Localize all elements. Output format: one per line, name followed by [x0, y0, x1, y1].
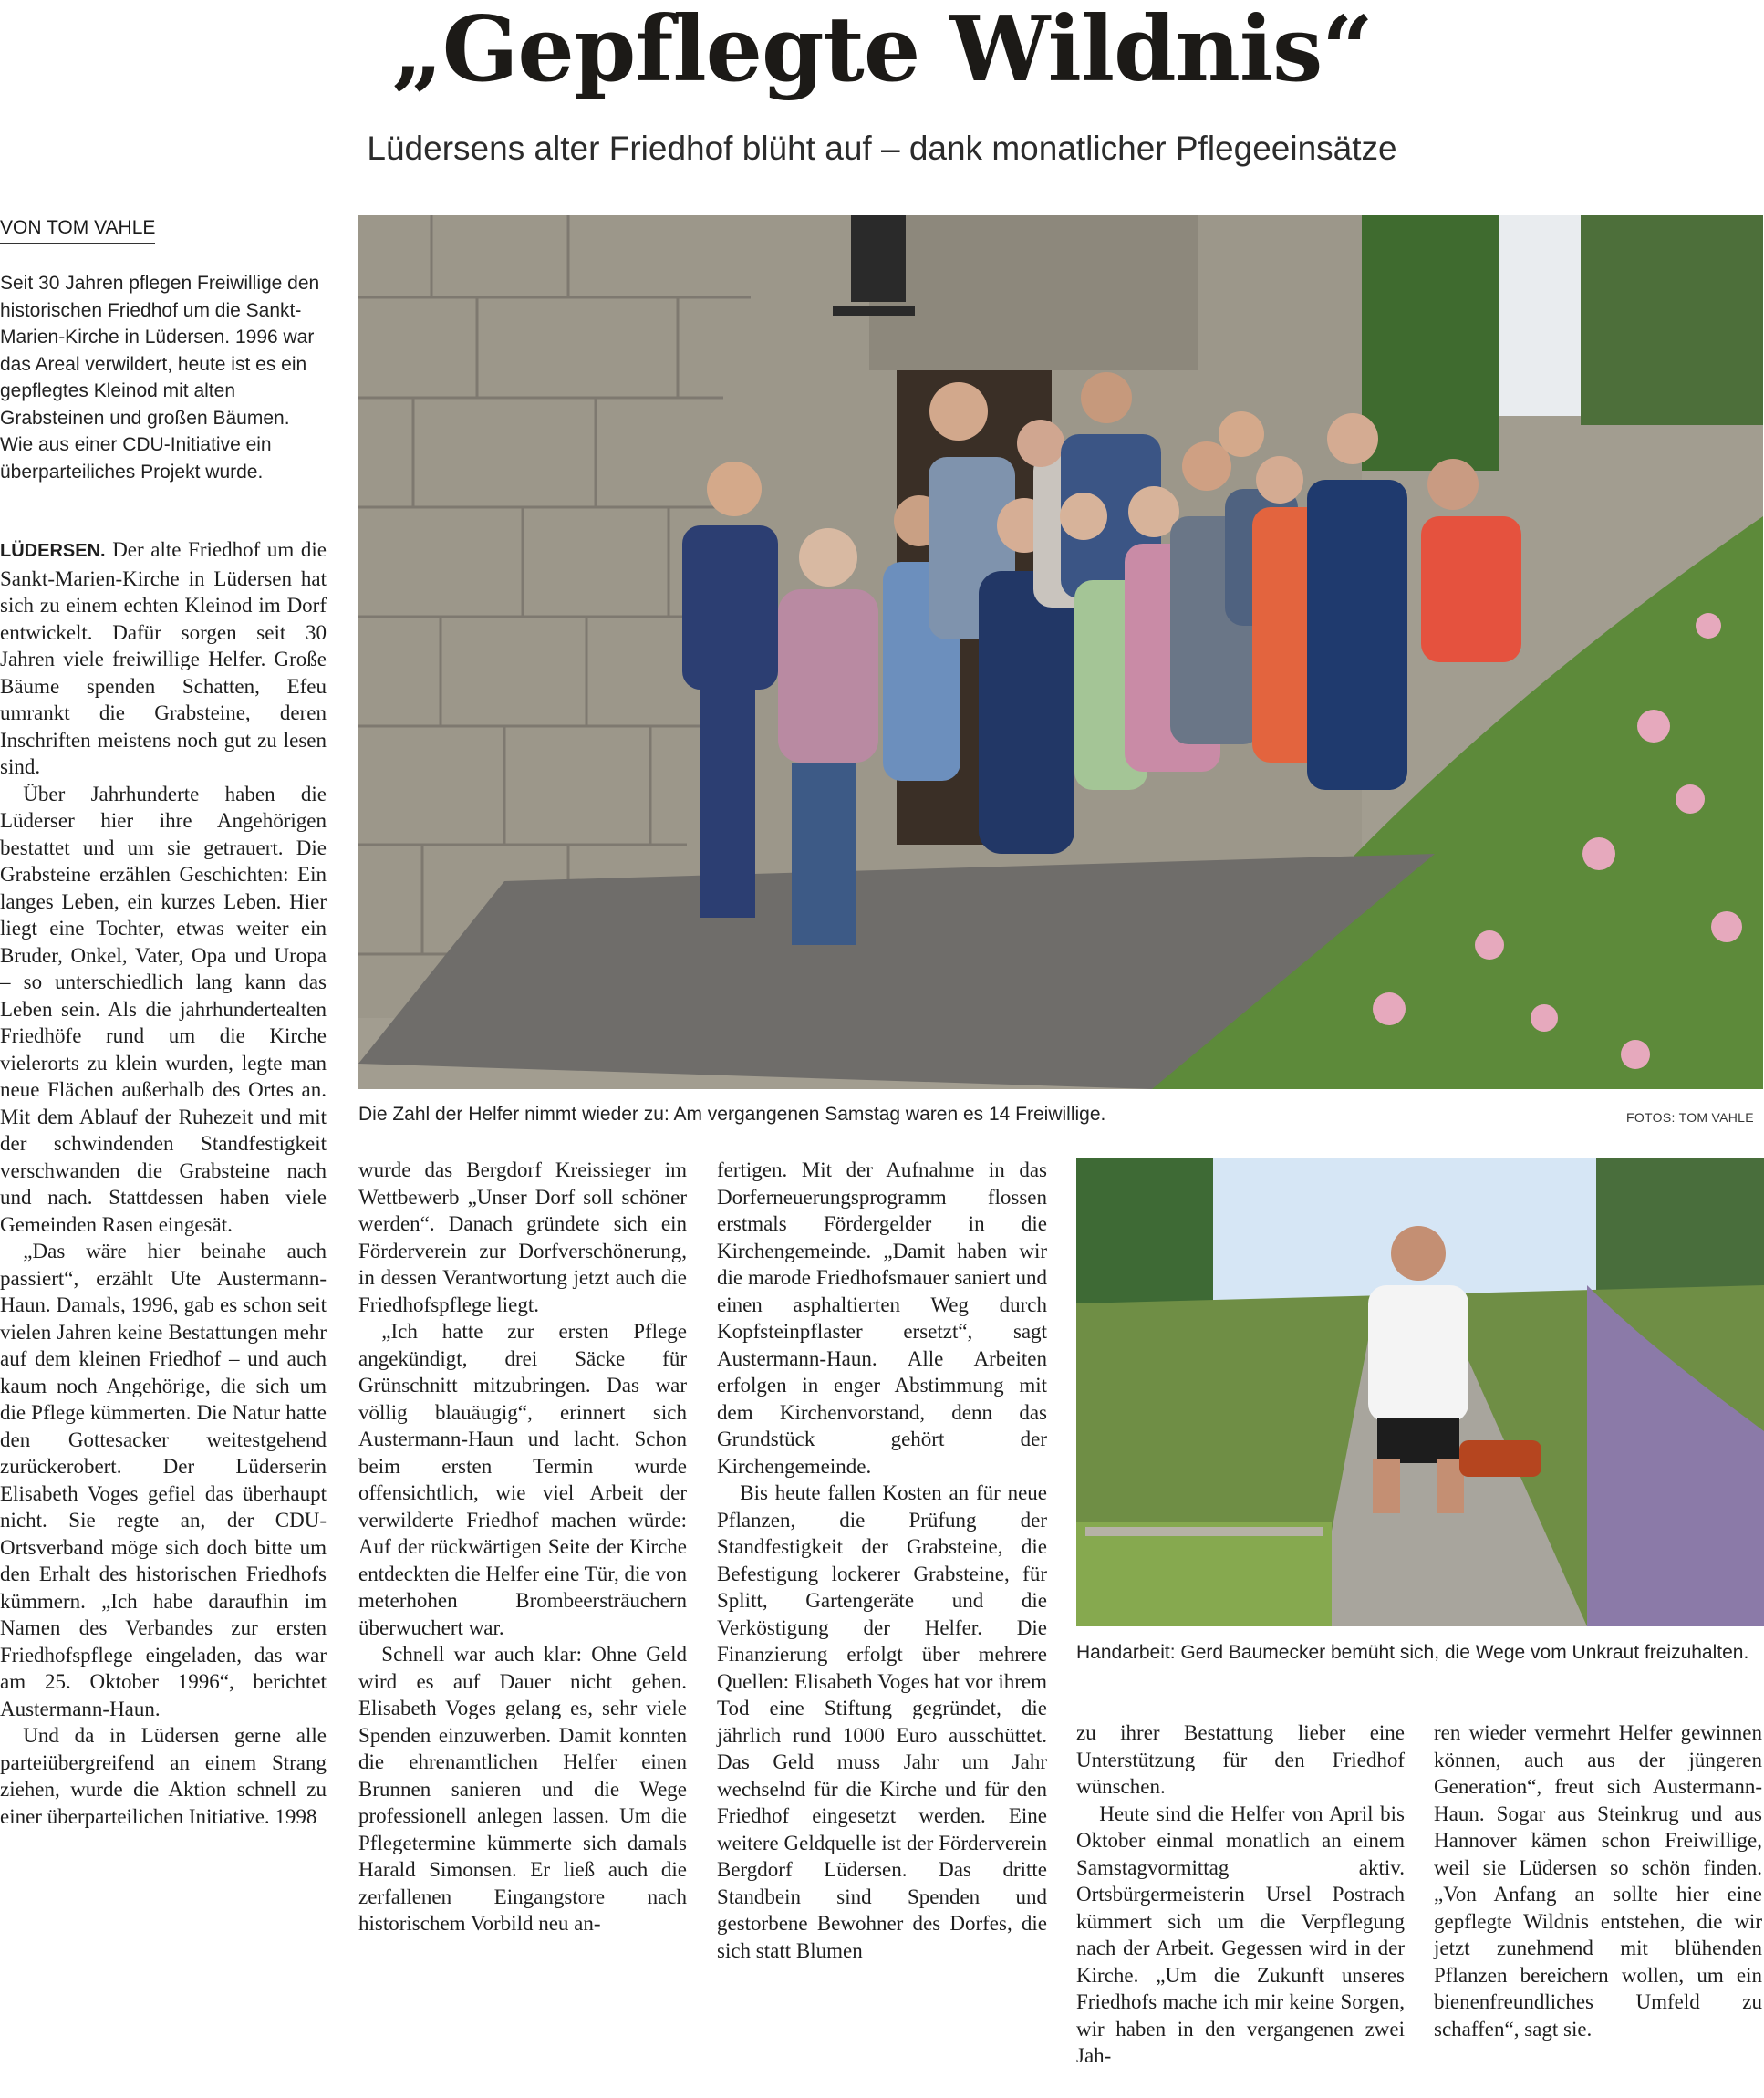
article-column-1: [0, 536, 327, 1830]
main-photo-caption: Die Zahl der Helfer nimmt wieder zu: Am vergangenen Samstag waren es 14 Freiwillige.: [358, 1104, 1106, 1125]
article-paragraph: „Das wäre hier beinahe auch passiert“, erzählt Ute Austermann-Haun. Damals, 1996, gab es schon seit vielen Jahren keine Bestattungen mehr auf dem kleinen Friedhof – und auch kaum noch Angehörige, die sich um die Pflege kümmerten. Die Natur hatte den Gottesacker weitestgehend zurückerobert. Der Lüderserin Elisabeth Voges gefiel das überhaupt nicht. Sie regte an, der CDU-Ortsverband möge sich doch bitte um den Erhalt des historischen Friedhofs kümmern. „Ich habe daraufhin im Namen des Verbandes zur ersten Friedhofspflege eingeladen, das war am 25. Oktober 1996“, berichtet Austermann-Haun.: [0, 1240, 327, 1720]
article-paragraph: Über Jahrhunderte haben die Lüderser hier ihre Angehörigen bestattet und um sie getrauert. Die Grabsteine erzählen Geschichten: Ein langes Leben, ein kurzes Leben. Hier liegt eine Tochter, etwas weiter ein Bruder, Onkel, Vater, Opa und Uropa – so unterschiedlich lang kann das Leben sein. Als die jahrhundertealten Friedhöfe rund um die Kirche vielerorts zu klein wurden, legte man neue Flächen außerhalb des Ortes an. Mit dem Ablauf der Ruhezeit und mit der schwindenden Standfestigkeit verschwanden die Grabsteine nach und nach. Stattdessen haben viele Gemeinden Rasen eingesät.: [0, 782, 327, 1236]
photo-credit: FOTOS: TOM VAHLE: [1626, 1110, 1754, 1125]
article-column-3: [717, 1157, 1047, 1964]
article-paragraph: Heute sind die Helfer von April bis Oktober einmal monatlich an einem Samstagvormittag aktiv. Ortsbürgermeisterin Ursel Postrach kümmert sich um die Verpflegung nach der Arbeit. Gegessen wird in der Kirche. „Um die Zukunft unseres Friedhofs mache ich mir keine Sorgen, wir haben in den vergangenen zwei Jah-: [1076, 1802, 1405, 2067]
second-photo: [1076, 1158, 1764, 1626]
article-paragraph: fertigen. Mit der Aufnahme in das Dorferneuerungsprogramm flossen erstmals Fördergelder in die Kirchengemeinde. „Damit haben wir die marode Friedhofsmauer saniert und einen asphaltierten Weg durch Kopfsteinpflaster ersetzt“, sagt Austermann-Haun. Alle Arbeiten erfolgen in enger Abstimmung mit dem Kirchenvorstand, denn das Grundstück gehört der Kirchengemeinde.: [717, 1158, 1047, 1478]
article-paragraph: „Ich hatte zur ersten Pflege angekündigt, drei Säcke für Grünschnitt mitzubringen. Das war völlig blauäugig“, erinnert sich Austermann-Haun und lacht. Schon beim ersten Termin wurde offensichtlich, wie viel Arbeit der verwilderte Friedhof machen würde: Auf der rückwärtigen Seite der Kirche entdeckten die Helfer eine Tür, die von meterhohen Brombeersträuchern überwuchert war.: [358, 1320, 687, 1639]
main-photo: [358, 215, 1763, 1089]
paragraph-text: Der alte Friedhof um die Sankt-Marien-Kirche in Lüdersen hat sich zu einem echten Kleinod im Dorf entwickelt. Dafür sorgen seit 30 Jahren viele freiwillige Helfer. Große Bäume spenden Schatten, Efeu umrankt die Grabsteine, deren Inschriften meistens noch gut zu lesen sind.: [0, 538, 327, 778]
article-paragraph: zu ihrer Bestattung lieber eine Unterstützung für den Friedhof wünschen.: [1076, 1721, 1405, 1798]
headline: „Gepflegte Wildnis“: [391, 0, 1373, 102]
article-paragraph: Bis heute fallen Kosten an für neue Pflanzen, die Prüfung der Standfestigkeit der Grabsteine, die Befestigung lockerer Grabsteine, für Splitt, Gartengeräte und die Verköstigung der Helfer. Die Finanzierung erfolgt über mehrere Quellen: Elisabeth Voges hat vor ihrem Tod eine Stiftung gegründet, die jährlich rund 1000 Euro ausschüttet. Das Geld muss Jahr um Jahr wechselnd für die Kirche und für den Friedhof eingesetzt werden. Eine weitere Geldquelle ist der Förderverein Bergdorf Lüdersen. Das dritte Standbein sind Spenden und gestorbene Bewohner des Dorfes, die sich statt Blumen: [717, 1481, 1047, 1962]
article-column-2: [358, 1157, 687, 1937]
subheadline: Lüdersens alter Friedhof blüht auf – dank monatlicher Pflegeeinsätze: [367, 130, 1397, 167]
article-column-5: [1434, 1719, 1762, 2042]
article-column-4: [1076, 1719, 1405, 2070]
article-paragraph: Schnell war auch klar: Ohne Geld wird es auf Dauer nicht gehen. Elisabeth Voges gelang es, sehr viele Spenden einzuwerben. Damit konnten die ehrenamtlichen Helfer einen Brunnen sanieren und die Wege professionell anlegen lassen. Um die Pflegetermine kümmerte sich damals Harald Simonsen. Er ließ auch die zerfallenen Eingangstore nach historischem Vorbild neu an-: [358, 1643, 687, 1935]
article-paragraph: wurde das Bergdorf Kreissieger im Wettbewerb „Unser Dorf soll schöner werden“. Danach gründete sich ein Förderverein zur Dorfverschönerung, in dessen Verantwortung jetzt auch die Friedhofspflege liegt.: [358, 1158, 687, 1316]
article-paragraph: ren wieder vermehrt Helfer gewinnen können, auch aus der jüngeren Generation“, freut sich Austermann-Haun. Sogar aus Steinkrug und aus Hannover kämen schon Freiwillige, weil sie Lüdersen so schön finden. „Von Anfang an sollte hier eine gepflegte Wildnis entstehen, die wir jetzt zunehmend mit blühenden Pflanzen bereichern wollen, um ein bienenfreundliches Umfeld zu schaffen“, sagt sie.: [1434, 1721, 1762, 2041]
article-paragraph: [0, 536, 327, 781]
byline: VON TOM VAHLE: [0, 215, 155, 244]
dateline: LÜDERSEN.: [0, 541, 106, 561]
article-paragraph: Und da in Lüdersen gerne alle parteiübergreifend an einem Strang ziehen, wurde die Aktion schnell zu einer überparteilichen Initiative. 1998: [0, 1724, 327, 1828]
teaser: Seit 30 Jahren pflegen Freiwillige den historischen Friedhof um die Sankt-Marien-Kirche in Lüdersen. 1996 war das Areal verwildert, heute ist es ein gepflegtes Kleinod mit alten Grabsteinen und großen Bäumen. Wie aus einer CDU-Initiative ein überparteiliches Projekt wurde.: [0, 273, 320, 483]
second-photo-caption: Handarbeit: Gerd Baumecker bemüht sich, die Wege vom Unkraut freizuhalten.: [1076, 1642, 1749, 1663]
